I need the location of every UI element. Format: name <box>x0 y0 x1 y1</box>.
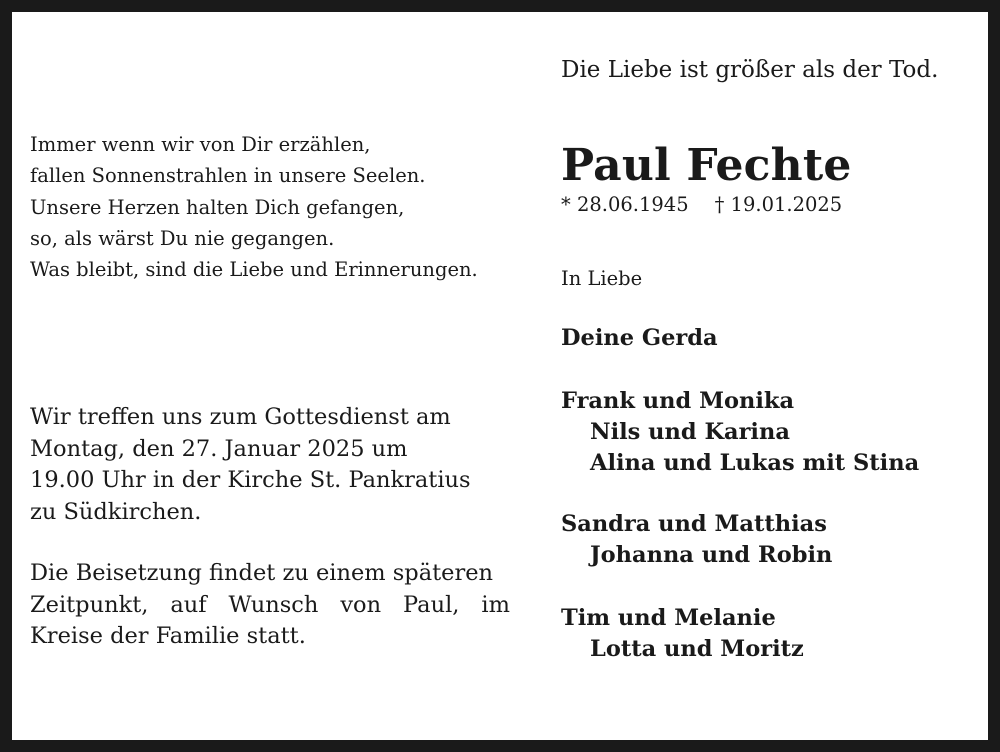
burial-word: Paul, <box>403 591 460 618</box>
life-dates <box>561 190 842 220</box>
burial-notice <box>30 558 510 653</box>
family-gerda: Deine Gerda <box>561 325 718 351</box>
poem <box>30 129 478 285</box>
poem-line: Unsere Herzen halten Dich gefangen, <box>30 195 405 219</box>
service-notice <box>30 402 510 528</box>
service-line: zu Südkirchen. <box>30 498 202 525</box>
burial-line-justified <box>30 590 510 622</box>
burial-word: im <box>481 591 510 618</box>
burial-word: Zeitpunkt, <box>30 591 149 618</box>
motto: Die Liebe ist größer als der Tod. <box>561 57 939 83</box>
burial-line: Die Beisetzung findet zu einem späteren <box>30 560 494 586</box>
birth-date: * 28.06.1945 <box>561 193 689 216</box>
death-date: † 19.01.2025 <box>714 193 843 216</box>
poem-line: fallen Sonnenstrahlen in unsere Seelen. <box>30 164 426 188</box>
burial-word: auf <box>170 591 207 618</box>
deceased-name: Paul Fechte <box>561 140 852 191</box>
service-line: 19.00 Uhr in der Kirche St. Pankratius <box>30 467 471 493</box>
burial-line: Kreise der Familie statt. <box>30 623 306 649</box>
in-liebe-label: In Liebe <box>561 267 643 290</box>
family-line: Alina und Lukas mit Stina <box>590 450 920 476</box>
poem-line: Immer wenn wir von Dir erzählen, <box>30 133 371 156</box>
poem-line: so, als wärst Du nie gegangen. <box>30 226 335 250</box>
family-sandra <box>561 509 832 571</box>
family-line: Lotta und Moritz <box>590 636 804 662</box>
burial-word: von <box>340 591 382 618</box>
family-line: Nils und Karina <box>590 419 790 445</box>
poem-line: Was bleibt, sind die Liebe und Erinnerungen. <box>30 258 478 282</box>
family-line: Johanna und Robin <box>590 542 833 568</box>
service-line: Montag, den 27. Januar 2025 um <box>30 435 408 462</box>
burial-word: Wunsch <box>228 591 319 618</box>
service-line: Wir treffen uns zum Gottesdienst am <box>30 404 451 430</box>
family-line: Tim und Melanie <box>561 605 776 631</box>
family-frank <box>561 386 919 479</box>
family-line: Frank und Monika <box>561 388 795 414</box>
family-tim <box>561 603 804 665</box>
family-line: Sandra und Matthias <box>561 511 827 537</box>
